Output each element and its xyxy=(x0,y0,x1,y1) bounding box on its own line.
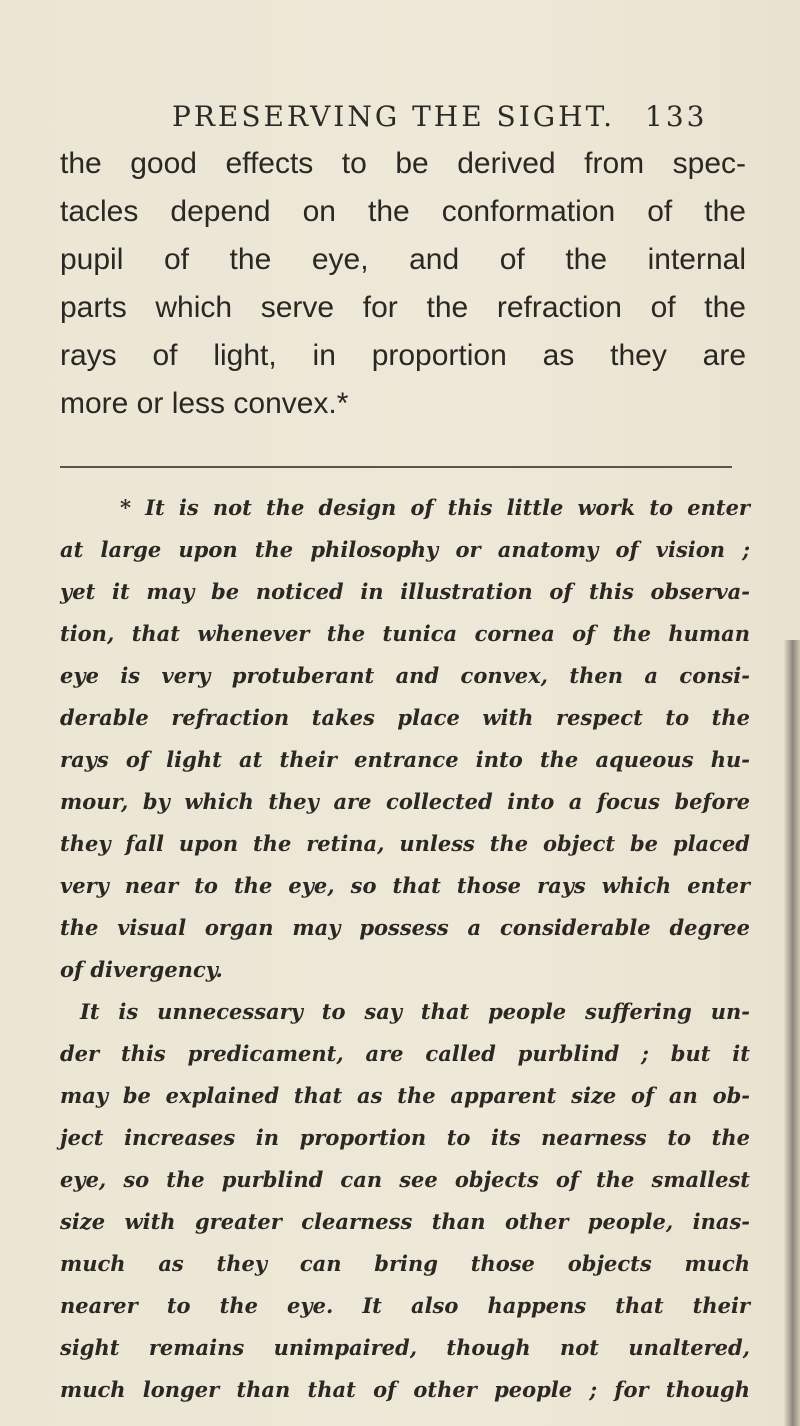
footnote-line: nearer to the eye. It also happens that their xyxy=(60,1293,750,1318)
footnote xyxy=(60,487,750,1411)
main-line: pupil of the eye, and of the internal xyxy=(60,243,746,276)
footnote-line: very near to the eye, so that those rays which enter xyxy=(60,873,750,898)
footnote-line: size with greater clearness than other people, inas- xyxy=(60,1209,750,1234)
main-line: parts which serve for the refraction of the xyxy=(60,291,746,324)
page-number: 133 xyxy=(645,100,708,133)
main-line: the good effects to be derived from spec- xyxy=(60,147,746,180)
footnote-line: * It is not the design of this little work to enter xyxy=(120,495,750,520)
footnote-line: der this predicament, are called purblind ; but it xyxy=(60,1041,750,1066)
main-paragraph xyxy=(60,140,746,428)
footnote-line: eye is very protuberant and convex, then a consi- xyxy=(60,663,750,688)
footnote-line: rays of light at their entrance into the aqueous hu- xyxy=(60,747,750,772)
footnote-line: ject increases in proportion to its nearness to the xyxy=(60,1125,750,1150)
running-title: PRESERVING THE SIGHT. xyxy=(172,100,616,133)
footnote-line: It is unnecessary to say that people suffering un- xyxy=(80,999,750,1024)
footnote-divider xyxy=(60,466,732,468)
footnote-line: derable refraction takes place with respect to the xyxy=(60,705,750,730)
footnote-line: much as they can bring those objects much xyxy=(60,1251,750,1276)
footnote-line: much longer than that of other people ; for though xyxy=(60,1377,750,1402)
footnote-line: tion, that whenever the tunica cornea of the human xyxy=(60,621,750,646)
footnote-line: the visual organ may possess a considerable degree xyxy=(60,915,750,940)
main-line: more or less convex.* xyxy=(60,387,349,420)
footnote-line: of divergency. xyxy=(60,957,223,982)
footnote-line: eye, so the purblind can see objects of the smallest xyxy=(60,1167,750,1192)
main-line: tacles depend on the conformation of the xyxy=(60,195,746,228)
footnote-line: mour, by which they are collected into a focus before xyxy=(60,789,750,814)
footnote-line: they fall upon the retina, unless the object be placed xyxy=(60,831,750,856)
footnote-line: yet it may be noticed in illustration of this observa- xyxy=(60,579,750,604)
page-edge-shadow xyxy=(784,640,800,1426)
running-header xyxy=(172,100,732,140)
footnote-line: may be explained that as the apparent size of an ob- xyxy=(60,1083,750,1108)
footnote-line: sight remains unimpaired, though not unaltered, xyxy=(60,1335,750,1360)
footnote-line: at large upon the philosophy or anatomy of vision ; xyxy=(60,537,750,562)
main-line: rays of light, in proportion as they are xyxy=(60,339,746,372)
